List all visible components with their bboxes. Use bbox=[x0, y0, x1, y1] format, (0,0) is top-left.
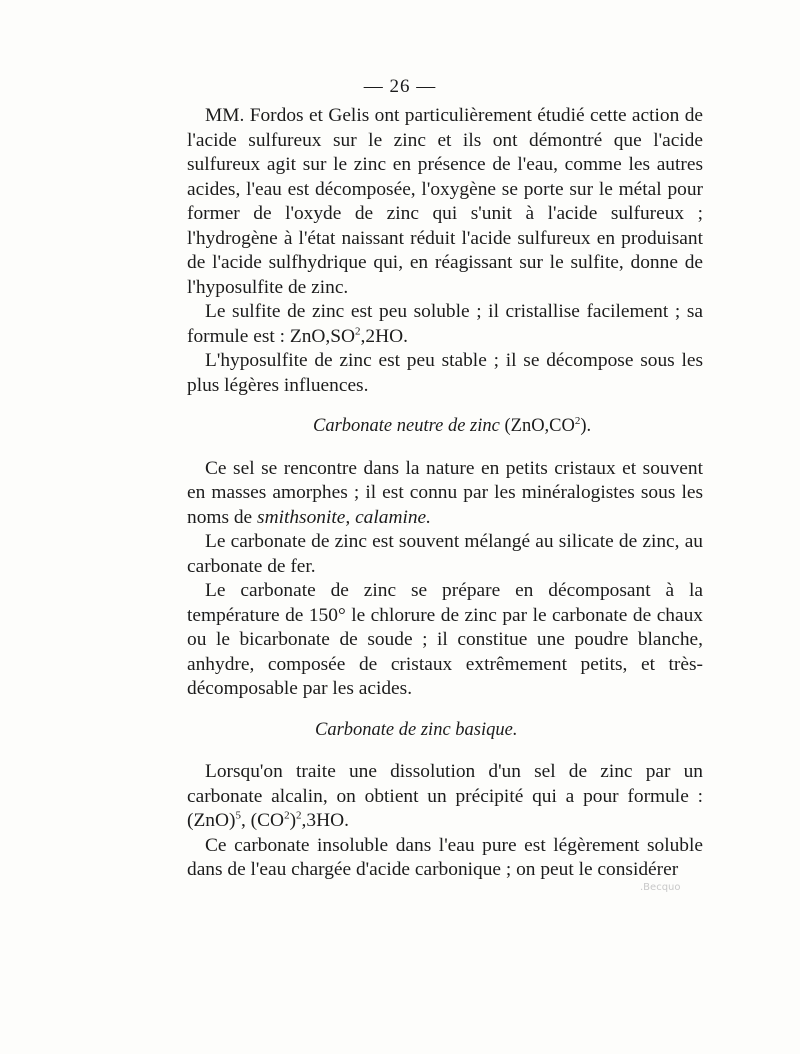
paragraph-hyposulfite: L'hyposulfite de zinc est peu stable ; il se décompose sous les plus légères influences. bbox=[187, 350, 703, 396]
paragraph-sulfite bbox=[187, 300, 703, 349]
precipite-text-4: ,3HO. bbox=[301, 810, 349, 831]
precipite-text-2: , (CO bbox=[240, 810, 285, 831]
precipite-text: Lorsqu'on traite une dissolution d'un sel de zinc par un carbonate alcalin, on obtient un précipité qui a pour formule : (ZnO) bbox=[187, 761, 703, 831]
body-text bbox=[187, 104, 703, 883]
paragraph-fordos-gelis: MM. Fordos et Gelis ont particulièrement étudié cette action de l'acide sulfureux sur le zinc et ils ont démontré que l'acide sulfureux agit sur le zinc en présence de l'eau, comme les autres acides, l'eau est décomposée, l'oxygène se porte sur le métal pour former de l'oxyde de zinc qui s'unit à l'acide sulfureux ; l'hydrogène à l'état naissant réduit l'acide sulfureux en produisant de l'acide sulfhydrique qui, en réagissant sur le sulfite, donne de l'hyposulfite de zinc. bbox=[187, 105, 703, 298]
page-number: — 26 — bbox=[363, 76, 437, 97]
sulfite-formula-end: ,2HO. bbox=[360, 325, 408, 347]
paragraph-silicate: Le carbonate de zinc est souvent mélangé au silicate de zinc, au carbonate de fer. bbox=[187, 531, 703, 577]
precipite-sup-1: 5 bbox=[235, 809, 241, 822]
paragraph-precipite bbox=[187, 760, 703, 834]
precipite-sup-3: 2 bbox=[296, 809, 302, 822]
bleed-through-mark: .Becquo bbox=[640, 882, 681, 893]
sulfite-text: Le sulfite de zinc est peu soluble ; il cristallise facilement ; sa formule est : ZnO,SO bbox=[187, 301, 703, 347]
heading-carbonate-neutre bbox=[187, 414, 703, 439]
sulfite-superscript: 2 bbox=[355, 325, 361, 338]
mineral-names: smithsonite, calamine. bbox=[257, 506, 431, 528]
nature-text: Ce sel se rencontre dans la nature en petits cristaux et souvent en masses amorphes ; il est connu par les minéralogistes sous les noms de bbox=[187, 457, 703, 528]
heading-carbonate-neutre-text: Carbonate neutre de zinc bbox=[313, 416, 505, 436]
heading-formula-end: ). bbox=[580, 416, 592, 436]
heading-formula-start: (ZnO,CO bbox=[504, 416, 575, 436]
precipite-text-3: ) bbox=[289, 810, 297, 831]
heading-formula-superscript: 2 bbox=[574, 414, 581, 427]
paragraph-nature bbox=[187, 457, 703, 531]
precipite-sup-2: 2 bbox=[284, 809, 290, 822]
heading-formula bbox=[504, 416, 591, 436]
heading-carbonate-basique: Carbonate de zinc basique. bbox=[315, 719, 518, 740]
paragraph-preparation: Le carbonate de zinc se prépare en décomposant à la température de 150° le chlorure de zinc par le carbonate de chaux ou le bicarbonate de soude ; il constitue une poudre blanche, anhydre, composée de cristaux extrêmement petits, et très-décomposable par les acides. bbox=[187, 580, 703, 699]
paragraph-insoluble: Ce carbonate insoluble dans l'eau pure est légèrement soluble dans de l'eau chargée d'acide carbonique ; on peut le considérer bbox=[187, 834, 703, 880]
